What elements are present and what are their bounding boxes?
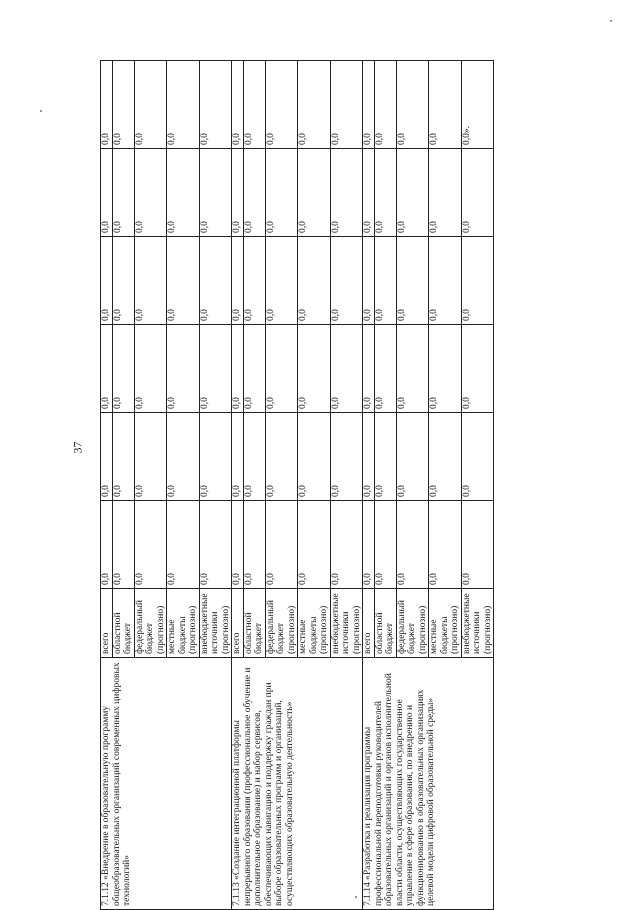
amount-cell: 0,0	[167, 501, 200, 589]
funding-source-cell: внебюджетные источники (прогнозно)	[199, 589, 232, 658]
amount-cell: 0,0	[374, 237, 396, 325]
amount-cell: 0,0	[112, 413, 134, 501]
amount-cell: 0,0	[199, 325, 232, 413]
amount-cell: 0,0	[232, 61, 244, 149]
amount-cell: 0,0	[243, 413, 265, 501]
financing-table	[100, 60, 494, 910]
amount-cell: 0,0	[298, 501, 331, 589]
amount-cell: 0,0	[101, 413, 113, 501]
amount-cell: 0,0	[112, 61, 134, 149]
amount-cell: 0,0	[363, 61, 375, 149]
funding-source-cell: всего	[363, 589, 375, 658]
amount-cell: 0,0	[330, 501, 363, 589]
amount-cell: 0,0	[374, 325, 396, 413]
activity-name-cell: 7.1.14 «Разработка и реализация программы профессиональной переподготовки руководителей образовательных организаций и органов исполнительной власти области, осуществляющих государственное управление в сфере образования, по внедрению и функционированию в образовательных организациях целевой модели цифровой образовательной среды»	[363, 658, 494, 910]
amount-cell: 0,0	[330, 413, 363, 501]
amount-cell: 0,0	[429, 149, 462, 237]
amount-cell: 0,0	[298, 149, 331, 237]
amount-cell: 0,0	[396, 413, 429, 501]
funding-source-cell: всего	[232, 589, 244, 658]
funding-source-cell: местные бюджеты (прогнозно)	[429, 589, 462, 658]
funding-source-cell: областной бюджет	[243, 589, 265, 658]
amount-cell: 0,0	[461, 325, 494, 413]
scan-speck	[355, 896, 357, 898]
funding-source-cell: областной бюджет	[374, 589, 396, 658]
amount-cell: 0,0	[232, 237, 244, 325]
amount-cell: 0,0	[101, 61, 113, 149]
amount-cell: 0,0	[265, 325, 298, 413]
amount-cell: 0,0	[265, 413, 298, 501]
activity-name-cell: 7.1.13 «Создание интеграционной платформы непрерывного образования (профессиональное обучение и дополнительное образование) и набор сервисов, обеспечивающих навигацию и поддержку граждан при выборе образовательных программ и организаций, осуществляющих образовательную деятельность»	[232, 658, 363, 910]
amount-cell: 0,0	[429, 325, 462, 413]
amount-cell: 0,0	[134, 149, 167, 237]
scan-speck	[610, 20, 612, 22]
amount-cell: 0,0	[167, 237, 200, 325]
funding-source-cell: областной бюджет	[112, 589, 134, 658]
amount-cell: 0,0	[461, 237, 494, 325]
document-sheet	[100, 60, 580, 910]
funding-source-cell: всего	[101, 589, 113, 658]
amount-cell: 0,0	[374, 501, 396, 589]
funding-source-cell: внебюджетные источники (прогнозно)	[461, 589, 494, 658]
amount-cell: 0,0	[101, 501, 113, 589]
amount-cell: 0,0	[374, 413, 396, 501]
funding-source-cell: федеральный бюджет (прогнозно)	[396, 589, 429, 658]
amount-cell: 0,0	[232, 413, 244, 501]
amount-cell: 0,0	[429, 501, 462, 589]
amount-cell: 0,0	[112, 501, 134, 589]
rotated-table-wrapper	[100, 60, 580, 910]
funding-source-cell: внебюджетные источники (прогнозно)	[330, 589, 363, 658]
amount-cell: 0,0	[199, 413, 232, 501]
amount-cell: 0,0	[167, 149, 200, 237]
amount-cell: 0,0	[167, 325, 200, 413]
amount-cell: 0,0	[363, 501, 375, 589]
amount-cell: 0,0	[243, 501, 265, 589]
amount-cell: 0,0	[363, 237, 375, 325]
amount-cell: 0,0	[298, 325, 331, 413]
funding-source-cell: местные бюджеты (прогнозно)	[167, 589, 200, 658]
amount-cell: 0,0	[461, 413, 494, 501]
table-row	[101, 61, 113, 910]
scan-speck	[40, 110, 42, 112]
amount-cell: 0,0	[461, 149, 494, 237]
amount-cell: 0,0	[396, 325, 429, 413]
amount-cell: 0,0	[134, 413, 167, 501]
amount-cell: 0,0	[243, 61, 265, 149]
amount-cell: 0,0	[199, 237, 232, 325]
amount-cell: 0,0	[298, 237, 331, 325]
amount-cell: 0,0	[112, 149, 134, 237]
funding-source-cell: федеральный бюджет (прогнозно)	[265, 589, 298, 658]
amount-cell: 0,0	[363, 413, 375, 501]
amount-cell: 0,0	[363, 149, 375, 237]
amount-cell: 0,0	[167, 61, 200, 149]
amount-cell: 0,0	[374, 61, 396, 149]
amount-cell: 0,0	[265, 149, 298, 237]
amount-cell: 0,0	[330, 61, 363, 149]
amount-cell: 0,0	[396, 61, 429, 149]
amount-cell: 0,0	[265, 501, 298, 589]
amount-cell: 0,0	[429, 61, 462, 149]
amount-cell: 0,0	[199, 501, 232, 589]
amount-cell: 0,0	[112, 237, 134, 325]
funding-source-cell: местные бюджеты (прогнозно)	[298, 589, 331, 658]
amount-cell: 0,0	[232, 501, 244, 589]
amount-cell: 0,0	[199, 61, 232, 149]
amount-cell: 0,0	[265, 237, 298, 325]
funding-source-cell: федеральный бюджет (прогнозно)	[134, 589, 167, 658]
amount-cell: 0,0	[461, 501, 494, 589]
financing-table-body	[101, 61, 494, 910]
amount-cell: 0,0	[396, 237, 429, 325]
amount-cell: 0,0	[363, 325, 375, 413]
amount-cell: 0,0	[232, 149, 244, 237]
amount-cell: 0,0	[112, 325, 134, 413]
amount-cell: 0,0	[101, 149, 113, 237]
page-number: 37	[70, 441, 85, 454]
amount-cell: 0,0».	[461, 61, 494, 149]
amount-cell: 0,0	[134, 237, 167, 325]
amount-cell: 0,0	[330, 325, 363, 413]
amount-cell: 0,0	[396, 149, 429, 237]
amount-cell: 0,0	[243, 149, 265, 237]
amount-cell: 0,0	[134, 325, 167, 413]
activity-name-cell: 7.1.12 «Внедрение в образовательную программу общеобразовательных организаций современных цифровых технологий»	[101, 658, 232, 910]
amount-cell: 0,0	[298, 413, 331, 501]
amount-cell: 0,0	[243, 325, 265, 413]
amount-cell: 0,0	[429, 237, 462, 325]
amount-cell: 0,0	[429, 413, 462, 501]
table-row	[363, 61, 375, 910]
amount-cell: 0,0	[330, 237, 363, 325]
amount-cell: 0,0	[243, 237, 265, 325]
amount-cell: 0,0	[101, 325, 113, 413]
table-row	[232, 61, 244, 910]
amount-cell: 0,0	[199, 149, 232, 237]
amount-cell: 0,0	[374, 149, 396, 237]
amount-cell: 0,0	[101, 237, 113, 325]
amount-cell: 0,0	[134, 61, 167, 149]
amount-cell: 0,0	[167, 413, 200, 501]
amount-cell: 0,0	[134, 501, 167, 589]
amount-cell: 0,0	[232, 325, 244, 413]
amount-cell: 0,0	[396, 501, 429, 589]
amount-cell: 0,0	[265, 61, 298, 149]
amount-cell: 0,0	[298, 61, 331, 149]
amount-cell: 0,0	[330, 149, 363, 237]
